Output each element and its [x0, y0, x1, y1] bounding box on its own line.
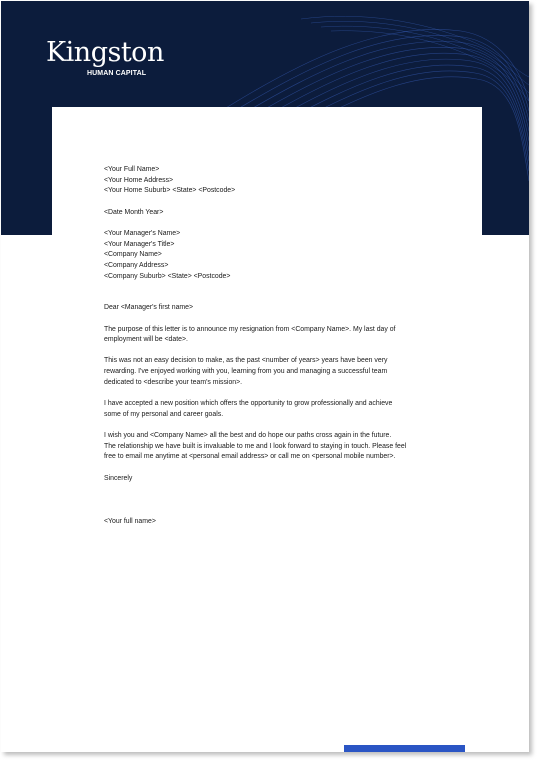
- closing: Sincerely: [104, 474, 133, 482]
- footer-accent-bar: [344, 745, 465, 752]
- paragraph-line: I wish you and <Company Name> all the best and do hope our paths cross again in the future.: [104, 431, 392, 439]
- paragraph: [104, 399, 424, 420]
- paragraph-line: some of my personal and career goals.: [104, 410, 224, 418]
- recipient-address: <Company Address>: [104, 261, 169, 269]
- paragraph-line: free to email me anytime at <personal email address> or call me on <personal mobile number>.: [104, 453, 396, 461]
- paragraph-line: dedicated to <describe your team's mission>.: [104, 378, 243, 386]
- paragraph-line: employment will be <date>.: [104, 336, 188, 344]
- recipient-suburb: <Company Suburb> <State> <Postcode>: [104, 272, 231, 280]
- document-page: [1, 1, 529, 752]
- paragraph-line: I have accepted a new position which offers the opportunity to grow professionally and achieve: [104, 400, 393, 408]
- recipient-company: <Company Name>: [104, 251, 162, 259]
- paragraph: [104, 431, 424, 463]
- brand-logo: [46, 37, 176, 83]
- sender-suburb: <Your Home Suburb> <State> <Postcode>: [104, 187, 236, 195]
- brand-subtitle: HUMAN CAPITAL: [87, 70, 147, 77]
- sender-name: <Your Full Name>: [104, 166, 160, 173]
- paragraph-line: The purpose of this letter is to announce my resignation from <Company Name>. My last day of: [104, 325, 396, 333]
- paragraph: [104, 356, 424, 388]
- paragraph-line: This was not an easy decision to make, as the past <number of years> years have been very: [104, 357, 388, 365]
- letter-body: [104, 165, 424, 528]
- letter-date: <Date Month Year>: [104, 208, 164, 216]
- sender-address: <Your Home Address>: [104, 176, 174, 184]
- paragraph: [104, 325, 424, 346]
- letter-sheet: [52, 107, 482, 752]
- salutation: Dear <Manager's first name>: [104, 304, 194, 312]
- paragraph-line: The relationship we have built is invaluable to me and I look forward to staying in touch. Please feel: [104, 442, 407, 450]
- signature: <Your full name>: [104, 518, 156, 526]
- recipient-title: <Your Manager's Title>: [104, 240, 175, 248]
- recipient-name: <Your Manager's Name>: [104, 229, 181, 237]
- brand-name: Kingston: [46, 37, 164, 68]
- paragraph-line: rewarding. I've enjoyed working with you, learning from you and managing a successful team: [104, 368, 388, 376]
